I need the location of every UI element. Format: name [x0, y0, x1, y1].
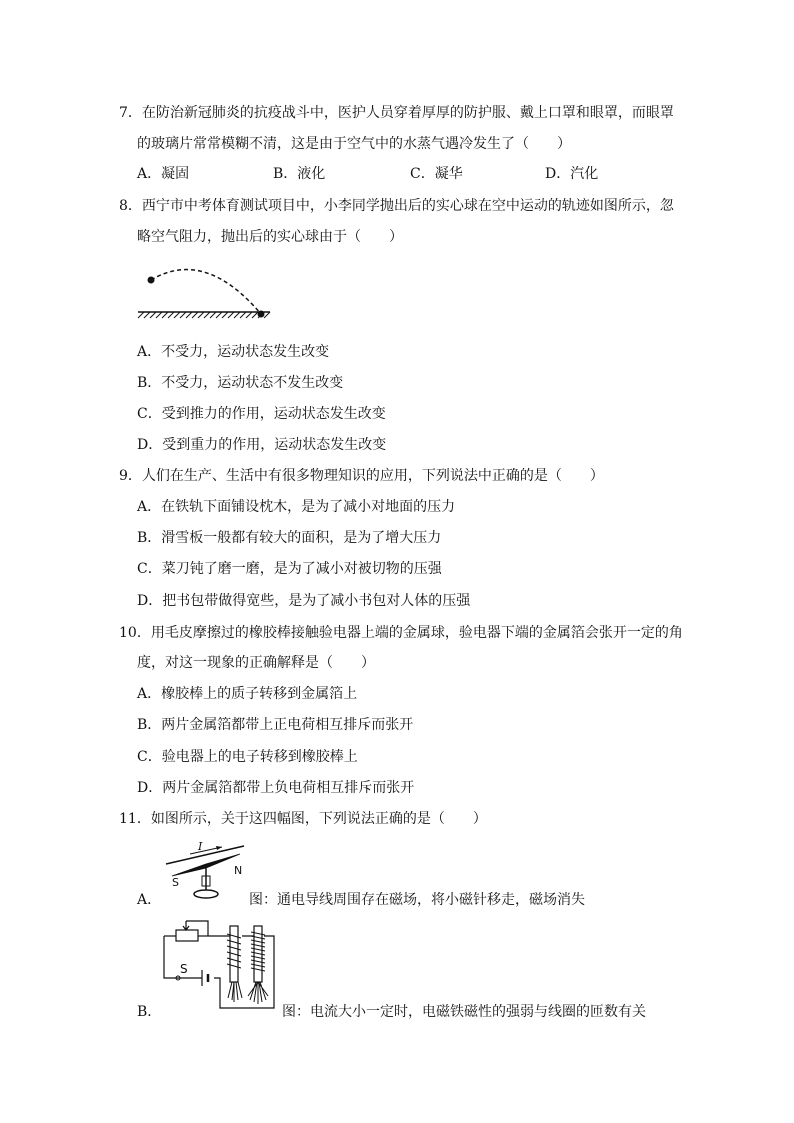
q11-option-b-letter: B． — [137, 1004, 162, 1020]
q10-number: 10． — [119, 625, 151, 641]
q11-b-rheostat-slider — [183, 921, 208, 936]
q9-option-d: D．把书包带做得宽些，是为了减小书包对人体的压强 — [137, 593, 471, 609]
q7-number: 7． — [119, 105, 142, 121]
q11-b-pins-right — [248, 982, 268, 1004]
q9-option-b: B．滑雪板一般都有较大的面积，是为了增大压力 — [137, 530, 442, 546]
q11-a-north-label: N — [234, 864, 243, 877]
q8-option-b: B．不受力，运动状态不发生改变 — [137, 375, 344, 391]
q11-b-rheostat — [176, 930, 198, 941]
q10-stem-line1: 10．用毛皮摩擦过的橡胶棒接触验电器上端的金属球，验电器下端的金属箔会张开一定的角 — [119, 625, 683, 641]
q8-stem-line2: 略空气阻力，抛出后的实心球由于（ ） — [137, 229, 403, 245]
q8-trajectory-figure — [135, 260, 275, 320]
q11-number: 11． — [119, 811, 151, 827]
q11-b-switch-label: S — [180, 962, 188, 976]
q7-stem-line1: 7．在防治新冠肺炎的抗疫战斗中，医护人员穿着厚厚的防护服、戴上口罩和眼罩，而眼罩 — [119, 105, 674, 121]
q11-a-current-label: I — [198, 840, 203, 853]
q11-a-stand-base — [194, 890, 218, 898]
q11-b-electromagnet-figure — [158, 918, 282, 1016]
q9-option-a: A．在铁轨下面铺设枕木，是为了减小对地面的压力 — [137, 499, 456, 515]
q9-stem-line1: 9．人们在生产、生活中有很多物理知识的应用，下列说法中正确的是（ ） — [119, 468, 604, 484]
q8-number: 8． — [119, 198, 142, 214]
q8-ground-hatch — [138, 312, 270, 318]
q10-option-d: D．两片金属箔都带上负电荷相互排斥而张开 — [137, 780, 415, 796]
q7-option-c: C．凝华 — [410, 166, 463, 182]
q11-option-b-text: 图：电流大小一定时，电磁铁磁性的强弱与线圈的匝数有关 — [282, 1004, 646, 1020]
q8-trajectory-path — [151, 270, 261, 314]
q8-option-d: D．受到重力的作用，运动状态发生改变 — [137, 437, 387, 453]
q7-option-b: B．液化 — [273, 166, 326, 182]
q7-option-d: D．汽化 — [545, 166, 599, 182]
q8-option-a: A．不受力，运动状态发生改变 — [137, 344, 330, 360]
q11-b-coil-left — [227, 934, 241, 968]
q10-option-b: B．两片金属箔都带上正电荷相互排斥而张开 — [137, 717, 414, 733]
q10-stem-line2: 度，对这一现象的正确解释是（ ） — [137, 655, 375, 671]
q11-option-a-letter: A． — [137, 892, 162, 908]
q11-a-wire — [166, 846, 244, 864]
q8-ball-start — [148, 277, 155, 284]
q7-option-a: A．凝固 — [137, 166, 190, 182]
q8-option-c: C．受到推力的作用，运动状态发生改变 — [137, 406, 386, 422]
q9-number: 9． — [119, 468, 142, 484]
q11-a-oersted-figure — [160, 840, 250, 900]
q11-stem-line1: 11．如图所示，关于这四幅图，下列说法正确的是（ ） — [119, 811, 487, 827]
q11-b-pins-left — [228, 982, 242, 1002]
q8-stem-line1: 8．西宁市中考体育测试项目中，小李同学抛出后的实心球在空中运动的轨迹如图所示，忽 — [119, 198, 674, 214]
q11-option-a-text: 图：通电导线周围存在磁场，将小磁针移走，磁场消失 — [249, 892, 585, 908]
q10-option-a: A．橡胶棒上的质子转移到金属箔上 — [137, 686, 358, 702]
q11-b-coil-right — [251, 932, 265, 971]
q7-stem-line2: 的玻璃片常常模糊不清，这是由于空气中的水蒸气遇冷发生了（ ） — [137, 136, 571, 152]
q9-option-c: C．菜刀钝了磨一磨，是为了减小对被切物的压强 — [137, 561, 442, 577]
q10-option-c: C．验电器上的电子转移到橡胶棒上 — [137, 749, 358, 765]
q11-a-south-label: S — [172, 876, 179, 889]
